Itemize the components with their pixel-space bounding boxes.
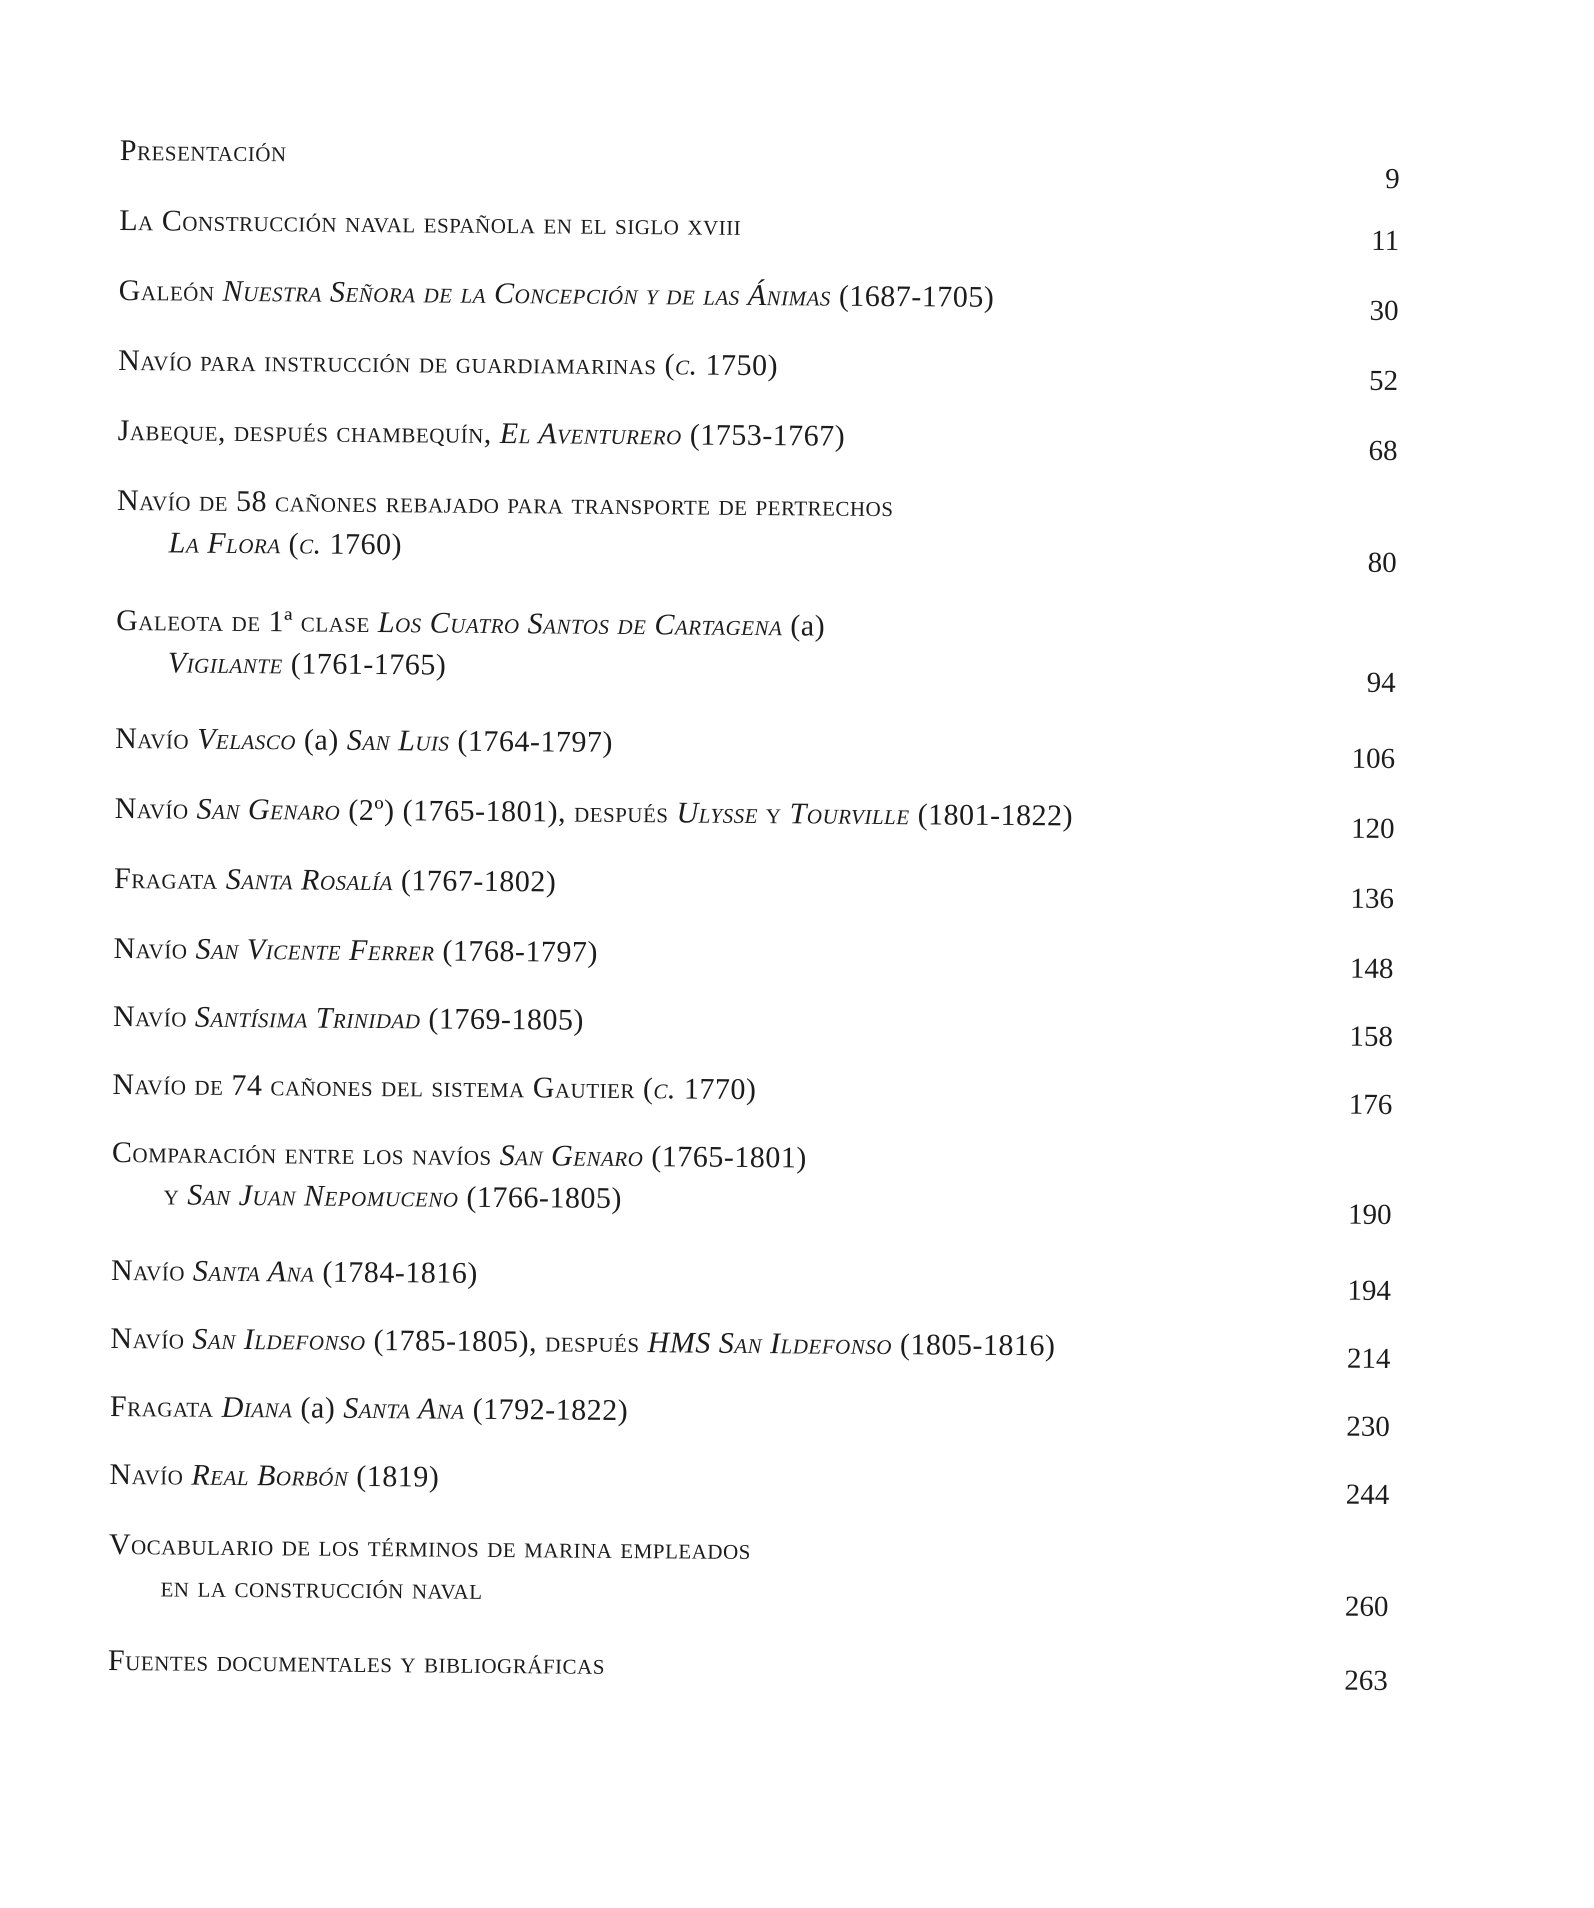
toc-title-segment: Navío [110, 1253, 194, 1288]
toc-entry-title-continued [116, 642, 1396, 694]
toc-entry [111, 1132, 1392, 1232]
toc-title-segment: Navío de 74 cañones del sistema Gautier ( [112, 1067, 654, 1106]
toc-title-segment: San Vicente Ferrer [195, 932, 435, 968]
toc-page-number: 80 [1367, 546, 1397, 580]
toc-title-segment: San Juan Nepomuceno [187, 1178, 459, 1214]
toc-title-segment: (a) [292, 1391, 344, 1425]
toc-entry-title [114, 858, 1394, 910]
toc-title-segment: Jabeque, después chambequín, [117, 413, 500, 450]
toc-entry [107, 1640, 1388, 1698]
toc-page-number: 52 [1368, 364, 1399, 398]
toc-page-number: 11 [1371, 224, 1400, 258]
toc-title-segment: (1768-1797) [434, 934, 599, 969]
toc-title-segment: Ulysse [676, 796, 759, 831]
toc-title-segment: (a) [782, 609, 826, 643]
toc-title-segment: Comparación entre los navíos [111, 1135, 500, 1173]
toc-entry-title [118, 340, 1398, 392]
toc-page-number: 30 [1369, 294, 1399, 328]
toc-page-number: 68 [1368, 434, 1398, 468]
toc-title-segment: Navío [112, 999, 196, 1034]
toc-page-number: 263 [1344, 1664, 1388, 1698]
toc-entry-title [119, 200, 1399, 252]
toc-title-segment: El Aventurero [499, 416, 682, 452]
toc-entry-title [109, 1454, 1389, 1506]
toc-entry-title [112, 1064, 1392, 1116]
toc-entry [115, 718, 1396, 776]
toc-page-number: 194 [1347, 1274, 1392, 1308]
toc-title-segment: Nuestra Señora de la Concepción y de las Ánimas [222, 274, 832, 313]
toc-title-segment: 1750) [697, 348, 779, 383]
toc-entry [110, 1318, 1391, 1376]
toc-title-segment: (1784-1816) [314, 1255, 479, 1290]
toc-page-number: 148 [1349, 952, 1394, 986]
toc-title-segment: Vigilante [167, 646, 283, 681]
toc-entry-title [110, 1318, 1390, 1370]
toc-entry-title-continued [117, 522, 1397, 574]
toc-title-segment: y [757, 797, 790, 831]
table-of-contents [107, 130, 1400, 1698]
toc-entry [109, 1386, 1390, 1444]
toc-title-segment: c. [298, 527, 322, 561]
toc-title-segment: c. [653, 1072, 677, 1106]
toc-page-number: 214 [1346, 1342, 1391, 1376]
toc-title-segment: ( [280, 527, 300, 561]
toc-page-number: 260 [1344, 1590, 1389, 1624]
toc-entry [119, 130, 1400, 196]
toc-title-segment: (1761-1765) [282, 647, 447, 682]
toc-entry-title [115, 718, 1395, 770]
toc-entry [116, 600, 1397, 700]
toc-entry-title [110, 1386, 1390, 1438]
toc-title-segment: (1766-1805) [458, 1180, 623, 1215]
toc-title-segment: HMS San Ildefonso [647, 1326, 893, 1362]
toc-entry [118, 270, 1399, 328]
toc-title-segment: Fragata [113, 861, 226, 896]
toc-title-segment: Navío de 58 cañones rebajado para transporte de pertrechos [116, 483, 894, 524]
toc-page-number: 136 [1350, 882, 1395, 916]
toc-title-segment: 1770) [675, 1072, 757, 1107]
toc-page-number: 158 [1349, 1020, 1394, 1054]
toc-entry [109, 1454, 1390, 1512]
toc-page-number: 190 [1347, 1198, 1392, 1232]
toc-title-segment: (1687-1705) [830, 279, 995, 314]
toc-entry [118, 340, 1399, 398]
toc-title-segment: Navío [115, 721, 198, 756]
toc-entry [112, 1064, 1393, 1122]
toc-title-segment: (1792-1822) [464, 1392, 629, 1428]
toc-entry [119, 200, 1400, 258]
toc-title-segment: Galeota de 1ª clase [116, 603, 379, 640]
toc-entry [116, 480, 1398, 580]
toc-entry [110, 1250, 1392, 1308]
toc-entry [113, 858, 1395, 916]
toc-title-segment: La Flora [168, 526, 281, 561]
toc-title-segment: (1805-1816) [891, 1328, 1056, 1363]
toc-title-segment: Real Borbón [191, 1458, 349, 1493]
toc-page-number: 106 [1351, 742, 1396, 776]
toc-title-segment: Navío [114, 791, 197, 826]
toc-title-segment: San Genaro [499, 1139, 644, 1174]
toc-title-segment: Vocabulario de los términos de marina empleados [108, 1527, 752, 1566]
toc-title-segment: (1769-1805) [420, 1002, 585, 1037]
toc-title-segment: Santa Rosalía [225, 862, 394, 898]
toc-title-segment: 1760) [321, 527, 403, 562]
toc-title-segment: Navío [113, 931, 196, 966]
toc-entry [114, 788, 1395, 846]
toc-entry-title-continued [111, 1174, 1391, 1226]
toc-entry-title [120, 130, 1400, 182]
toc-title-segment: Diana [221, 1390, 293, 1425]
toc-entry-title [117, 410, 1397, 462]
toc-page-number: 244 [1345, 1478, 1390, 1512]
toc-title-segment: Fuentes documentales y bibliográficas [107, 1643, 606, 1681]
toc-title-segment: c. [674, 348, 698, 382]
toc-entry-title [119, 270, 1399, 322]
toc-title-segment: (2º) (1765-1801), [340, 793, 575, 829]
toc-title-segment: en la construcción naval [160, 1570, 483, 1606]
toc-title-segment: Galeón [118, 273, 223, 308]
toc-title-segment: Navío para instrucción de guardiamarinas ( [118, 343, 676, 382]
toc-page-number: 94 [1366, 666, 1396, 700]
toc-entry-title [115, 788, 1395, 840]
toc-title-segment: Tourville [789, 797, 910, 832]
toc-title-segment: Presentación [119, 133, 287, 169]
toc-title-segment: y [163, 1178, 188, 1212]
toc-entry-title-continued [108, 1566, 1388, 1618]
toc-entry [113, 928, 1394, 986]
toc-title-segment: Los Cuatro Santos de Cartagena [377, 606, 783, 643]
toc-title-segment: después [544, 1325, 648, 1360]
toc-entry [112, 996, 1394, 1054]
toc-entry [108, 1524, 1389, 1624]
toc-entry [117, 410, 1398, 468]
toc-title-segment: San Ildefonso [192, 1322, 366, 1357]
toc-title-segment: (1819) [348, 1459, 440, 1494]
toc-title-segment: (1753-1767) [681, 418, 846, 453]
toc-page-number: 230 [1346, 1410, 1390, 1444]
toc-title-segment: San Genaro [196, 792, 341, 827]
toc-page-number: 176 [1348, 1088, 1393, 1122]
toc-entry-title [111, 1250, 1391, 1302]
toc-page-number: 120 [1350, 812, 1395, 846]
toc-entry-title [113, 928, 1393, 980]
toc-title-segment: Navío [110, 1321, 193, 1356]
toc-title-segment: (1785-1805), [365, 1323, 546, 1359]
toc-title-segment: Fragata [109, 1389, 222, 1424]
toc-title-segment: San Luis [346, 723, 450, 758]
toc-title-segment: (1767-1802) [392, 864, 557, 899]
toc-title-segment: La Construcción naval española en el siglo xviii [119, 203, 742, 242]
toc-title-segment: (a) [295, 723, 347, 757]
toc-title-segment: Santísima Trinidad [194, 1000, 421, 1036]
toc-title-segment: (1765-1801) [643, 1140, 807, 1175]
toc-page-number: 9 [1385, 162, 1400, 196]
toc-title-segment: (1801-1822) [909, 798, 1074, 833]
toc-title-segment: Santa Ana [192, 1254, 315, 1289]
toc-entry-title [108, 1640, 1388, 1692]
toc-entry-title [113, 996, 1393, 1048]
toc-title-segment: Santa Ana [343, 1391, 465, 1426]
toc-title-segment: (1764-1797) [449, 724, 614, 759]
toc-title-segment: Navío [109, 1457, 192, 1492]
toc-title-segment: después [573, 795, 677, 830]
toc-title-segment: Velasco [197, 722, 297, 757]
